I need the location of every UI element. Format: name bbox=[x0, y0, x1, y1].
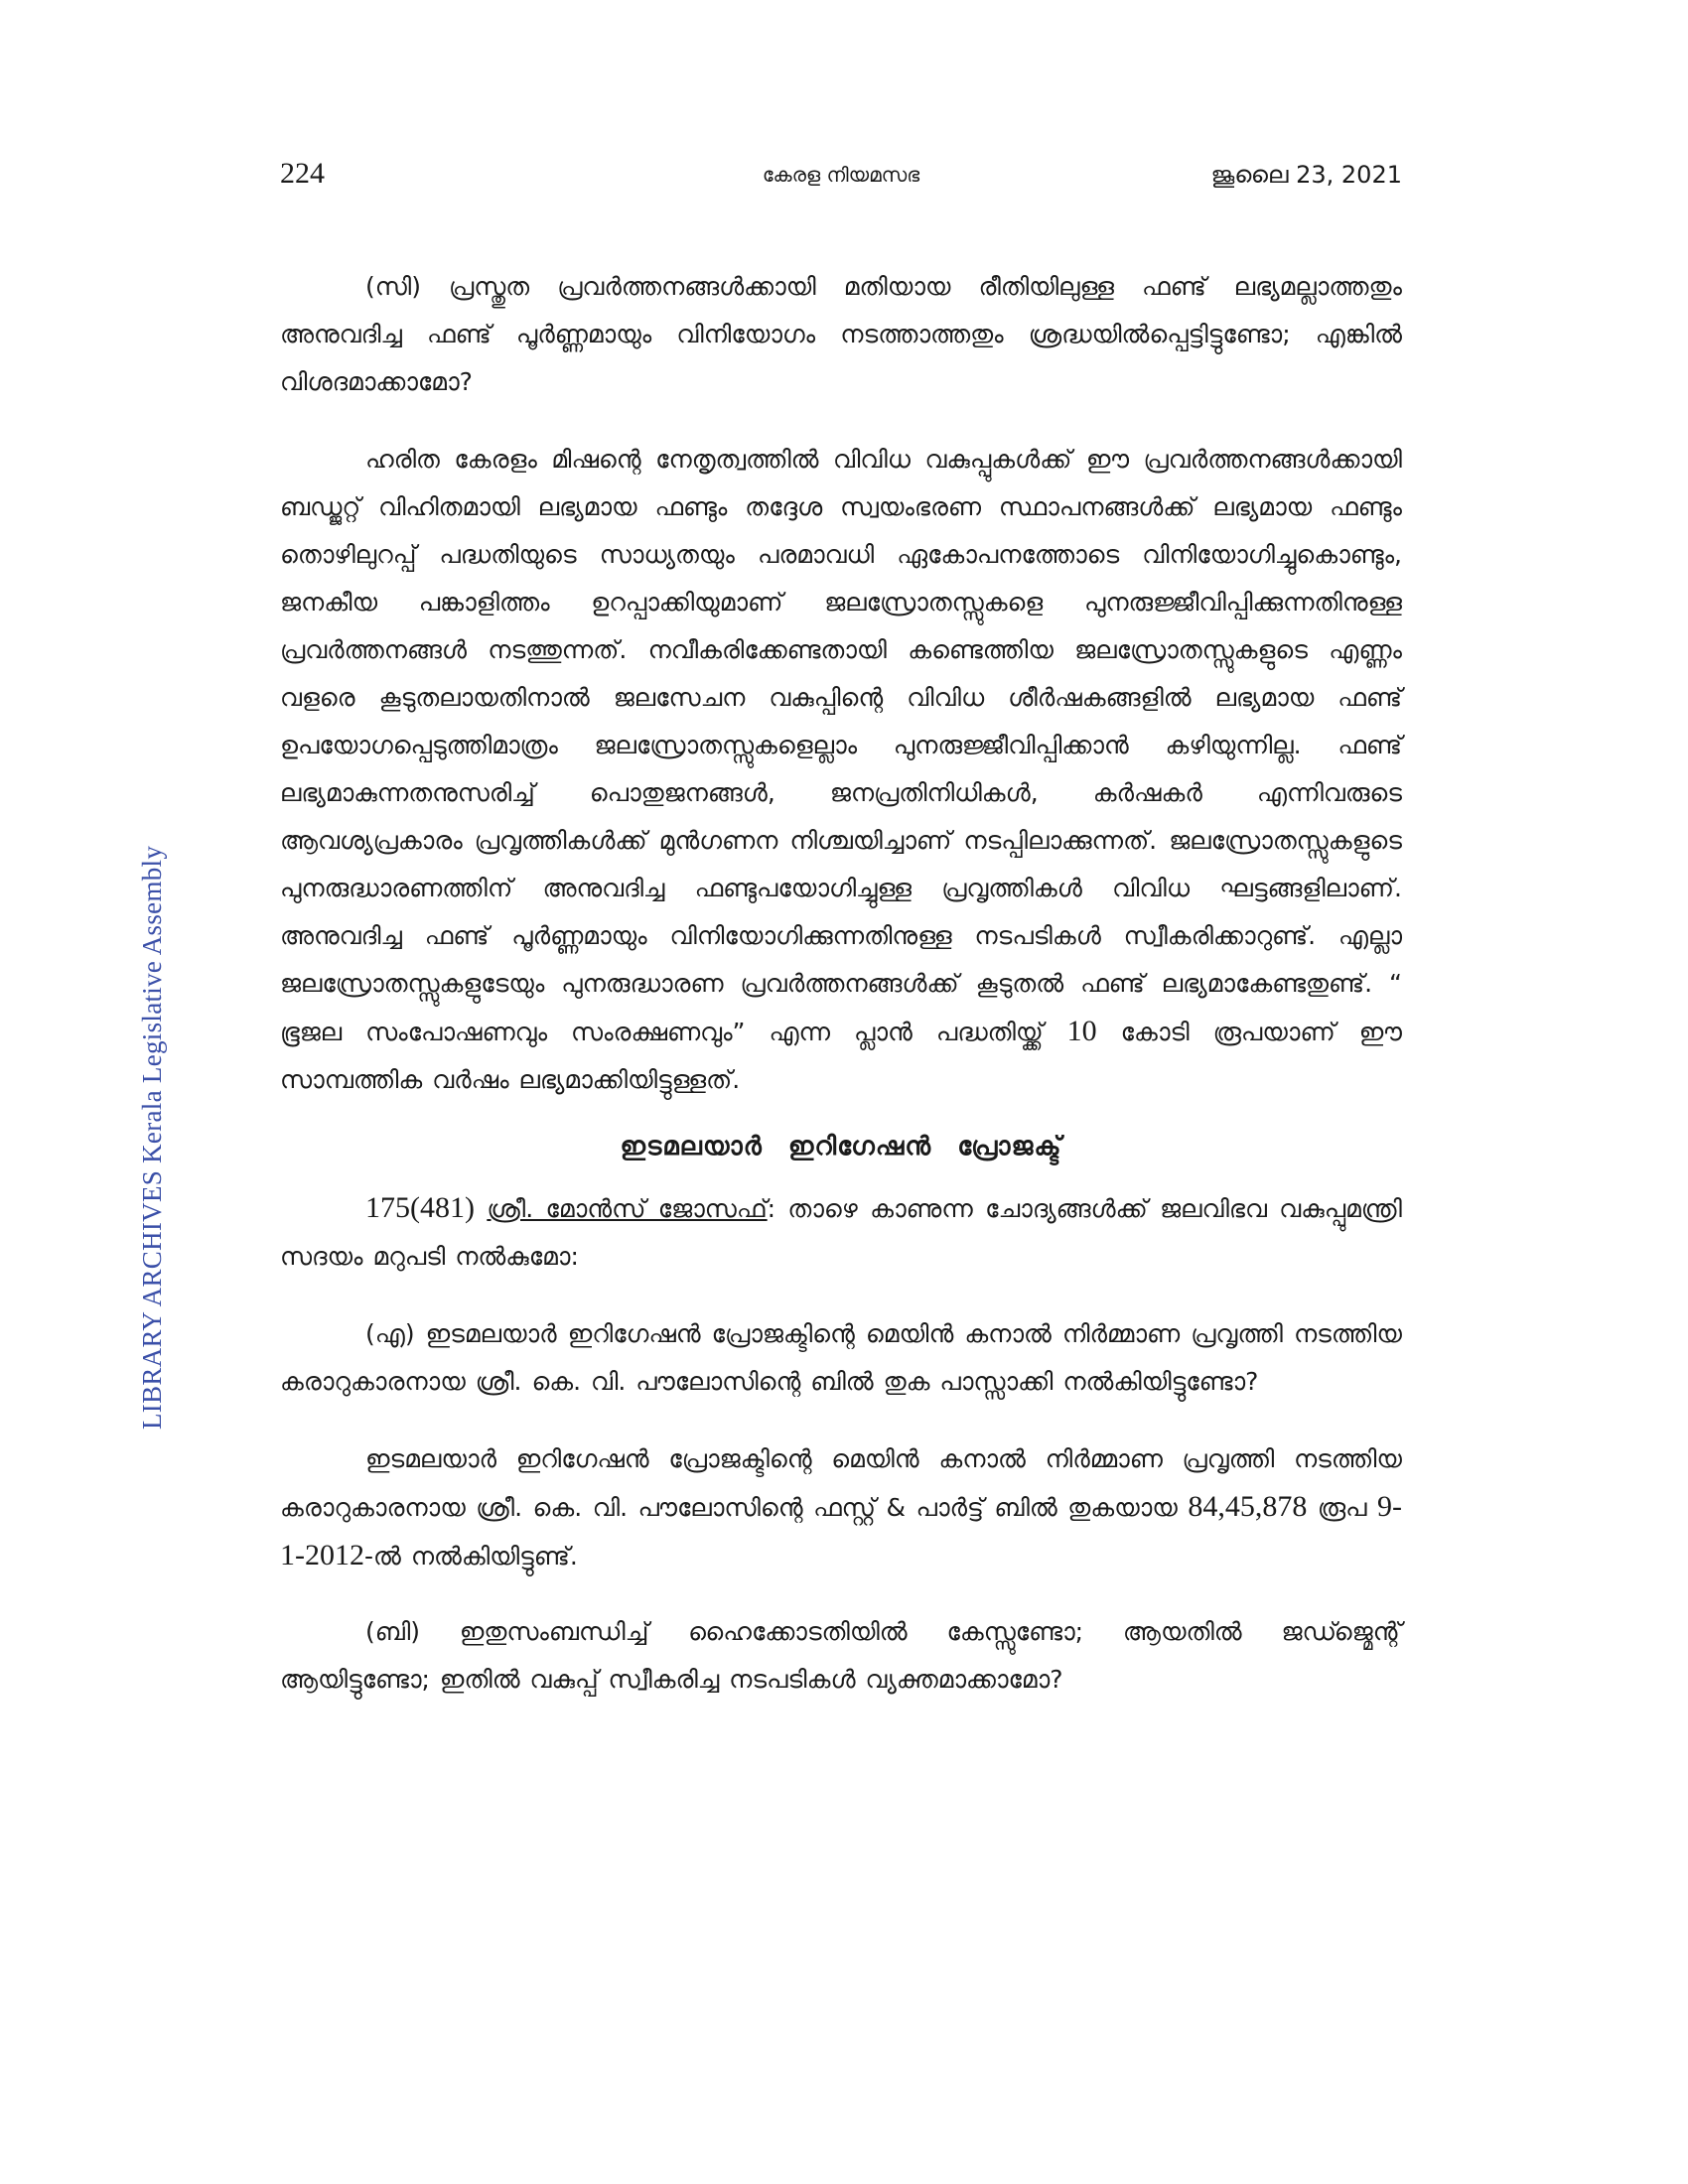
assembly-name: കേരള നിയമസഭ bbox=[762, 163, 920, 187]
question-b: (ബി) ഇതുസംബന്ധിച്ച് ഹൈക്കോടതിയിൽ കേസ്സുണ്ടോ; ആയതിൽ ജഡ്ജ്മെന്റ് ആയിട്ടുണ്ടോ; ഇതിൽ വകുപ്പ് സ്വീകരിച്ച നടപടികൾ വ്യക്തമാക്കാമോ? bbox=[280, 1617, 1402, 1694]
answer-a-rupees: രൂപ bbox=[1317, 1493, 1367, 1522]
answer-c bbox=[280, 436, 1402, 1104]
page-header bbox=[280, 157, 1402, 206]
question-number: 175(481) bbox=[365, 1191, 475, 1224]
member-name: ശ്രീ. മോൻസ് ജോസഫ് bbox=[487, 1194, 768, 1223]
answer-c-text: ഹരിത കേരളം മിഷന്റെ നേതൃത്വത്തിൽ വിവിധ വകുപ്പുകൾക്ക് ഈ പ്രവർത്തനങ്ങൾക്കായി ബഡ്ജറ്റ് വിഹിതമായി ലഭ്യമായ ഫണ്ടും തദ്ദേശ സ്വയംഭരണ സ്ഥാപനങ്ങൾക്ക് ലഭ്യമായ ഫണ്ടും തൊഴിലുറപ്പ് പദ്ധതിയുടെ സാധ്യതയും പരമാവധി ഏകോപനത്തോടെ വിനിയോഗിച്ചുകൊണ്ടും, ജനകീയ പങ്കാളിത്തം ഉറപ്പാക്കിയുമാണ് ജലസ്രോതസ്സുകളെ പുനരുജ്ജീവിപ്പിക്കുന്നതിനുള്ള പ്രവർത്തനങ്ങൾ നടത്തുന്നത്. നവീകരിക്കേണ്ടതായി കണ്ടെത്തിയ ജലസ്രോതസ്സുകളുടെ എണ്ണം വളരെ കൂടുതലായതിനാൽ ജലസേചന വകുപ്പിന്റെ വിവിധ ശീർഷകങ്ങളിൽ ലഭ്യമായ ഫണ്ട് ഉപയോഗപ്പെടുത്തിമാത്രം ജലസ്രോതസ്സുകളെല്ലാം പുനരുജ്ജീവിപ്പിക്കാൻ കഴിയുന്നില്ല. ഫണ്ട് ലഭ്യമാകുന്നതനുസരിച്ച് പൊതുജനങ്ങൾ, ജനപ്രതിനിധികൾ, കർഷകർ എന്നിവരുടെ ആവശ്യപ്രകാരം പ്രവൃത്തികൾക്ക് മുൻഗണന നിശ്ചയിച്ചാണ് നടപ്പിലാക്കുന്നത്. ജലസ്രോതസ്സുകളുടെ പുനരുദ്ധാരണത്തിന് അനുവദിച്ച ഫണ്ടുപയോഗിച്ചുള്ള പ്രവൃത്തികൾ വിവിധ ഘട്ടങ്ങളിലാണ്. അനുവദിച്ച ഫണ്ട് പൂർണ്ണമായും വിനിയോഗിക്കുന്നതിനുള്ള നടപടികൾ സ്വീകരിക്കാറുണ്ട്. എല്ലാ ജലസ്രോതസ്സുകളുടേയും പുനരുദ്ധാരണ പ്രവർത്തനങ്ങൾക്ക് കൂടുതൽ ഫണ്ട് ലഭ്യമാകേണ്ടതുണ്ട്. “ ഭൂജല സംപോഷണവും സംരക്ഷണവും” എന്ന പ്ലാൻ പദ്ധതിയ്ക്ക് bbox=[280, 445, 1402, 1046]
answer-c-amount: 10 bbox=[1066, 1015, 1097, 1047]
question-a: (എ) ഇടമലയാർ ഇറിഗേഷൻ പ്രോജക്ടിന്റെ മെയിൻ കനാൽ നിർമ്മാണ പ്രവൃത്തി നടത്തിയ കരാറുകാരനായ ശ്രീ. കെ. വി. പൗലോസിന്റെ ബിൽ തുക പാസ്സാക്കി നൽകിയിട്ടുണ്ടോ? bbox=[280, 1319, 1402, 1396]
section-title: ഇടമലയാർ ഇറിഗേഷൻ പ്രോജക്ട് bbox=[620, 1132, 1062, 1161]
page-number: 224 bbox=[280, 157, 325, 190]
question-intro-text: : താഴെ കാണുന്ന ചോദ്യങ്ങൾക്ക് ജലവിഭവ വകുപ്പുമന്ത്രി സദയം മറുപടി നൽകുമോ: bbox=[280, 1194, 1402, 1271]
answer-a bbox=[280, 1435, 1402, 1580]
session-date: ജൂലൈ 23, 2021 bbox=[1210, 161, 1402, 189]
answer-a-text: ഇടമലയാർ ഇറിഗേഷൻ പ്രോജക്ടിന്റെ മെയിൻ കനാൽ നിർമ്മാണ പ്രവൃത്തി നടത്തിയ കരാറുകാരനായ ശ്രീ. കെ. വി. പൗലോസിന്റെ ഫസ്റ്റ് & പാർട്ട് ബിൽ തുകയായ bbox=[280, 1444, 1402, 1522]
answer-a-text-end: -ൽ നൽകിയിട്ടുണ്ട്. bbox=[364, 1542, 578, 1570]
question-c: (സി) പ്രസ്തുത പ്രവർത്തനങ്ങൾക്കായി മതിയായ രീതിയിലുള്ള ഫണ്ട് ലഭ്യമല്ലാത്തതും അനുവദിച്ച ഫണ്ട് പൂർണ്ണമായും വിനിയോഗം നടത്താത്തതും ശ്രദ്ധയിൽപ്പെട്ടിട്ടുണ്ടോ; എങ്കിൽ വിശദമാക്കാമോ? bbox=[280, 272, 1402, 396]
answer-a-amount: 84,45,878 bbox=[1188, 1490, 1308, 1523]
answer-c-text-end: കോടി രൂപയാണ് ഈ സാമ്പത്തിക വർഷം ലഭ്യമാക്കിയിട്ടുള്ളത്. bbox=[280, 1018, 1402, 1094]
question-intro bbox=[280, 1184, 1402, 1281]
archive-watermark: LIBRARY ARCHIVES Kerala Legislative Assembly bbox=[137, 845, 167, 1430]
document-body bbox=[280, 263, 1402, 1733]
answer-a-date: 9-1-2012 bbox=[280, 1490, 1403, 1571]
